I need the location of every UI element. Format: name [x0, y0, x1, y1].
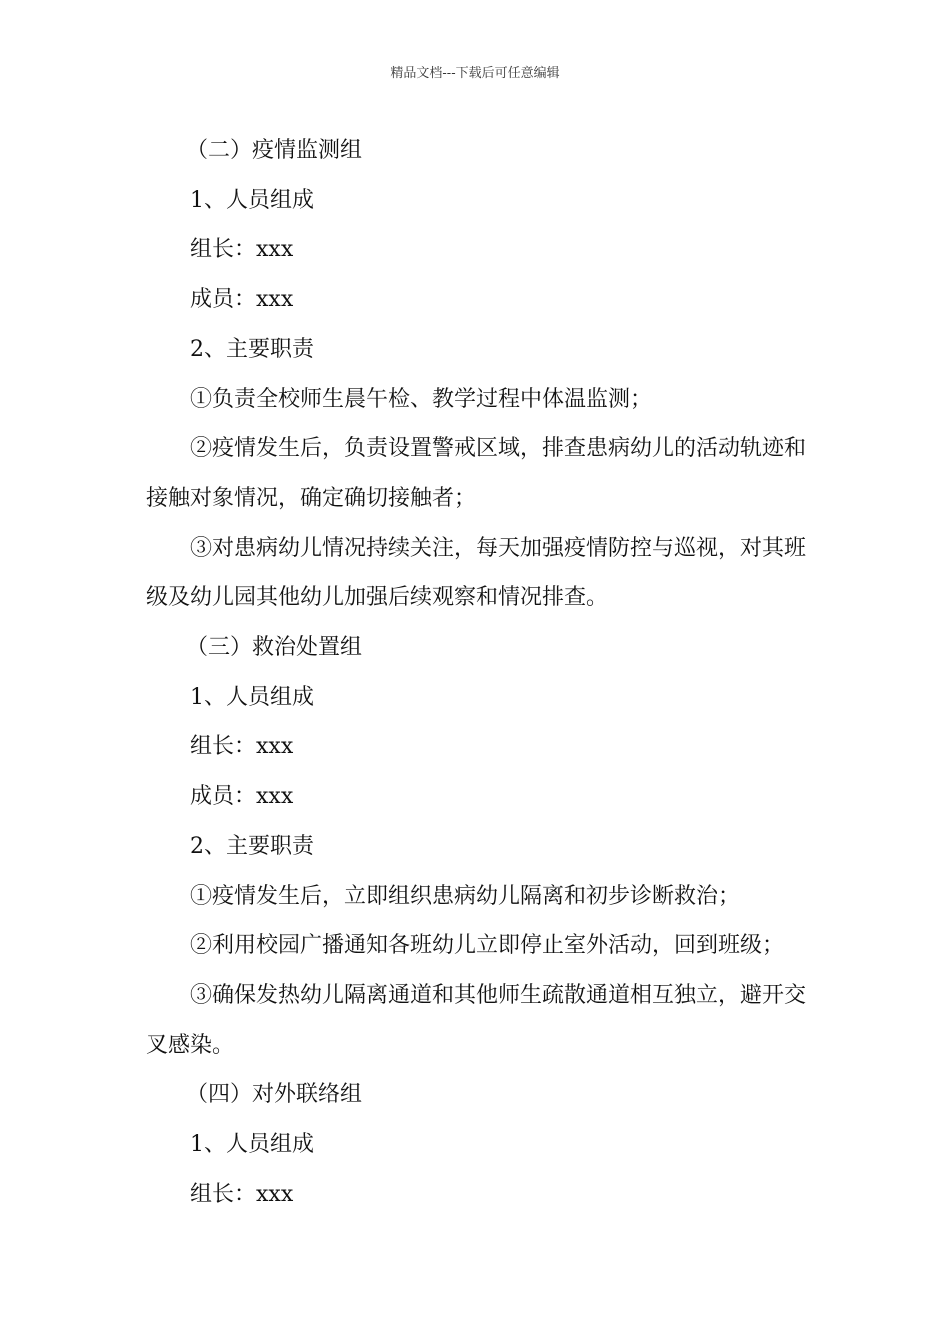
leader-line: 组长：xxx: [190, 1181, 294, 1207]
subheading-members: 1、人员组成: [190, 684, 314, 710]
subheading-duties: 2、主要职责: [190, 336, 314, 362]
page-header: 精品文档---下载后可任意编辑: [390, 66, 560, 81]
members-line: 成员：xxx: [190, 287, 294, 313]
duty-item: ③确保发热幼儿隔离通道和其他师生疏散通道相互独立，避开交叉感染。: [146, 982, 807, 1058]
duty-item: ③对患病幼儿情况持续关注，每天加强疫情防控与巡视，对其班级及幼儿园其他幼儿加强后续观察和情况排查。: [146, 535, 807, 611]
section-heading-3: （三）救治处置组: [186, 635, 363, 661]
leader-line: 组长：xxx: [190, 237, 294, 263]
duty-item: ①疫情发生后，立即组织患病幼儿隔离和初步诊断救治；: [190, 883, 741, 909]
section-heading-2: （二）疫情监测组: [186, 138, 363, 163]
section-heading-4: （四）对外联络组: [186, 1082, 363, 1108]
subheading-members: 1、人员组成: [190, 1132, 314, 1158]
subheading-members: 1、人员组成: [190, 187, 314, 213]
leader-line: 组长：xxx: [190, 734, 294, 760]
document-body: [146, 126, 806, 1219]
duty-item: ②疫情发生后，负责设置警戒区域，排查患病幼儿的活动轨迹和接触对象情况，确定确切接触者；: [146, 436, 807, 511]
subheading-duties: 2、主要职责: [190, 833, 314, 859]
members-line: 成员：xxx: [190, 784, 294, 810]
duty-item: ①负责全校师生晨午检、教学过程中体温监测；: [190, 386, 653, 412]
duty-item: ②利用校园广播通知各班幼儿立即停止室外活动，回到班级；: [190, 933, 785, 959]
